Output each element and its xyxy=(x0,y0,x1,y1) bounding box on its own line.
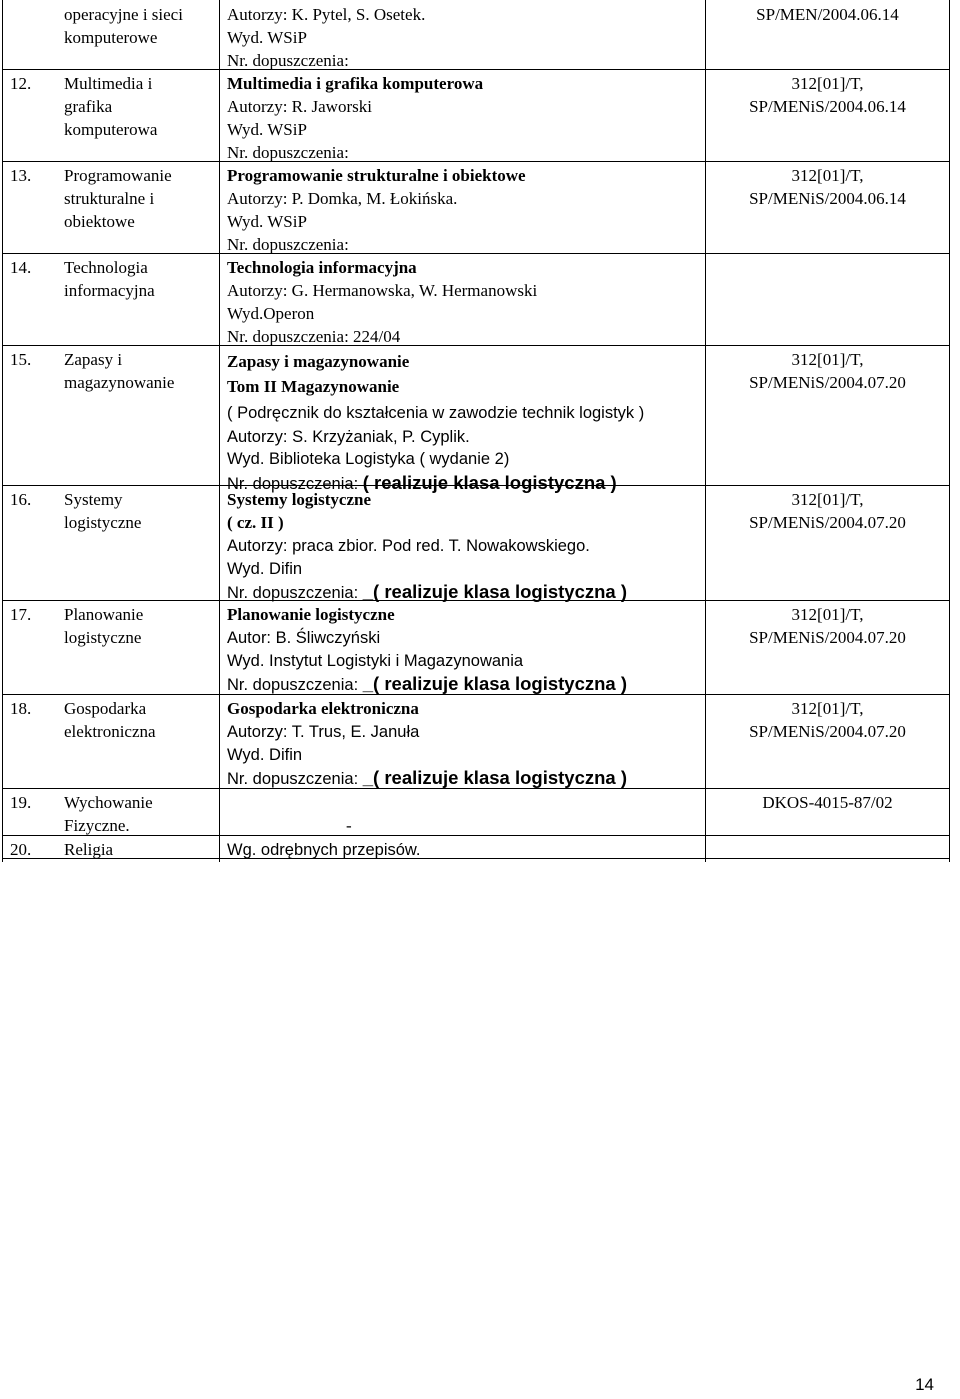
row-number: 15. xyxy=(10,350,32,369)
approval-code: SP/MENiS/2004.07.20 xyxy=(749,513,906,532)
textbook-line: Gospodarka elektroniczna xyxy=(227,699,419,718)
approval-code: SP/MENiS/2004.07.20 xyxy=(749,373,906,392)
approval-code: SP/MENiS/2004.06.14 xyxy=(749,97,906,116)
textbook-line: Autorzy: P. Domka, M. Łokińska. xyxy=(227,189,458,208)
table-horizontal-rule xyxy=(2,69,949,70)
textbook-line: Wyd. Instytut Logistyki i Magazynowania xyxy=(227,652,524,670)
class-note: _( realizuje klasa logistyczna ) xyxy=(362,673,627,694)
subject-name: operacyjne i sieci xyxy=(64,5,183,24)
textbook-line: Systemy logistyczne xyxy=(227,490,372,509)
textbook-line: Autorzy: praca zbior. Pod red. T. Nowakowskiego. xyxy=(227,537,590,555)
subject-name: Fizyczne. xyxy=(64,816,130,835)
subject-name: Zapasy i xyxy=(64,350,123,369)
approval-code: 312[01]/T, xyxy=(791,350,864,369)
textbook-line: Wyd. WSiP xyxy=(227,120,307,139)
table-horizontal-rule xyxy=(2,858,949,859)
row-number: 12. xyxy=(10,74,32,93)
textbook-line: Nr. dopuszczenia: xyxy=(227,51,349,70)
approval-code: 312[01]/T, xyxy=(791,74,864,93)
approval-code: SP/MENiS/2004.07.20 xyxy=(749,722,906,741)
approval-code: SP/MENiS/2004.06.14 xyxy=(749,189,906,208)
textbook-line: Wyd. Biblioteka Logistyka ( wydanie 2) xyxy=(227,450,510,468)
textbook-line: Wyd. WSiP xyxy=(227,28,307,47)
table-horizontal-rule xyxy=(2,161,949,162)
row-number: 19. xyxy=(10,793,32,812)
subject-name: Programowanie xyxy=(64,166,172,185)
textbook-line: Nr. dopuszczenia: 224/04 xyxy=(227,327,401,346)
textbook-line: Technologia informacyjna xyxy=(227,258,417,277)
textbook-line: Wyd. Difin xyxy=(227,560,303,578)
approval-code: 312[01]/T, xyxy=(791,699,864,718)
textbook-line: Nr. dopuszczenia: xyxy=(227,143,349,162)
subject-name: elektroniczna xyxy=(64,722,156,741)
table-vertical-rule xyxy=(2,0,3,862)
row-number: 13. xyxy=(10,166,32,185)
textbook-line: Wyd.Operon xyxy=(227,304,315,323)
subject-name: komputerowa xyxy=(64,120,158,139)
textbook-line: - xyxy=(346,816,352,835)
row-number: 16. xyxy=(10,490,32,509)
approval-label: Nr. dopuszczenia: xyxy=(227,584,363,602)
textbook-line: Multimedia i grafika komputerowa xyxy=(227,74,484,93)
row-number: 17. xyxy=(10,605,32,624)
approval-label: Nr. dopuszczenia: xyxy=(227,475,363,493)
textbook-line xyxy=(227,673,627,696)
approval-code: SP/MEN/2004.06.14 xyxy=(756,5,899,24)
textbook-line: ( cz. II ) xyxy=(227,513,284,532)
subject-name: Systemy xyxy=(64,490,123,509)
row-number: 18. xyxy=(10,699,32,718)
subject-name: Technologia xyxy=(64,258,148,277)
textbook-line: Wyd. Difin xyxy=(227,746,303,764)
class-note: ( realizuje klasa logistyczna ) xyxy=(362,472,617,493)
textbook-line xyxy=(227,767,627,790)
textbook-line: Autorzy: G. Hermanowska, W. Hermanowski xyxy=(227,281,538,300)
subject-name: obiektowe xyxy=(64,212,135,231)
subject-name: Gospodarka xyxy=(64,699,147,718)
row-number: 20. xyxy=(10,840,32,859)
approval-code: 312[01]/T, xyxy=(791,166,864,185)
textbook-line: Tom II Magazynowanie xyxy=(227,377,400,396)
subject-name: Multimedia i xyxy=(64,74,153,93)
textbook-line: Zapasy i magazynowanie xyxy=(227,352,410,371)
subject-name: komputerowe xyxy=(64,28,158,47)
textbook-line: Autor: B. Śliwczyński xyxy=(227,629,381,647)
subject-name: logistyczne xyxy=(64,628,142,647)
subject-name: magazynowanie xyxy=(64,373,175,392)
subject-name: logistyczne xyxy=(64,513,142,532)
table-horizontal-rule xyxy=(2,345,949,346)
approval-code: 312[01]/T, xyxy=(791,605,864,624)
textbook-line: Autorzy: K. Pytel, S. Osetek. xyxy=(227,5,426,24)
approval-code: 312[01]/T, xyxy=(791,490,864,509)
textbook-line: ( Podręcznik do kształcenia w zawodzie technik logistyk ) xyxy=(227,404,645,422)
textbook-line: Planowanie logistyczne xyxy=(227,605,395,624)
row-number: 14. xyxy=(10,258,32,277)
subject-name: Planowanie xyxy=(64,605,144,624)
approval-code: SP/MENiS/2004.07.20 xyxy=(749,628,906,647)
subject-name: grafika xyxy=(64,97,113,116)
approval-code: DKOS-4015-87/02 xyxy=(762,793,893,812)
class-note: _( realizuje klasa logistyczna ) xyxy=(362,767,627,788)
subject-name: strukturalne i xyxy=(64,189,155,208)
textbook-line: Autorzy: S. Krzyżaniak, P. Cyplik. xyxy=(227,428,470,446)
textbook-line: Wyd. WSiP xyxy=(227,212,307,231)
table-vertical-rule xyxy=(219,0,220,862)
table-horizontal-rule xyxy=(2,835,949,836)
approval-label: Nr. dopuszczenia: xyxy=(227,676,363,694)
textbook-line xyxy=(227,581,627,604)
page-number: 14 xyxy=(915,1375,934,1394)
subject-name: informacyjna xyxy=(64,281,155,300)
textbook-line: Wg. odrębnych przepisów. xyxy=(227,841,421,859)
approval-label: Nr. dopuszczenia: xyxy=(227,770,363,788)
textbook-line: Autorzy: R. Jaworski xyxy=(227,97,372,116)
table-horizontal-rule xyxy=(2,253,949,254)
textbook-line: Programowanie strukturalne i obiektowe xyxy=(227,166,526,185)
subject-name: Wychowanie xyxy=(64,793,153,812)
subject-name: Religia xyxy=(64,840,114,859)
textbook-line: Autorzy: T. Trus, E. Januła xyxy=(227,723,420,741)
table-vertical-rule xyxy=(949,0,950,862)
textbook-line: Nr. dopuszczenia: xyxy=(227,235,349,254)
class-note: _( realizuje klasa logistyczna ) xyxy=(362,581,627,602)
